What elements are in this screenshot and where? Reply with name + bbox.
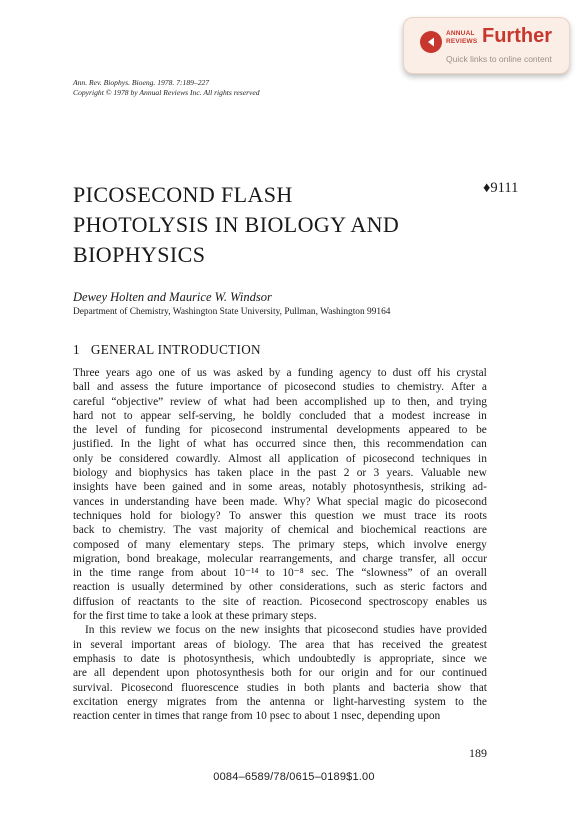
body-line: In this review we focus on the new insights that picosecond studies have provided xyxy=(85,624,487,637)
body-line: excitation energy migrates from the antenna or light-harvesting system to the xyxy=(73,695,487,708)
department-affiliation: Department of Chemistry, Washington State University, Pullman, Washington 99164 xyxy=(73,307,391,317)
authors: Dewey Holten and Maurice W. Windsor xyxy=(73,290,272,304)
journal-citation xyxy=(73,78,260,98)
body-line: in several important areas of biology. The area that has received the greatest xyxy=(73,638,487,651)
body-line: techniques hold for biology? To answer this question we must trace its roots xyxy=(73,509,487,522)
body-line: reaction is usually determined by other considerations, such as steric factors and xyxy=(73,581,487,594)
body-line: insights have been gained and in some areas, notably photosynthesis, striking ad- xyxy=(73,481,487,494)
body-line: diffusion of reactants to the site of reaction. Picosecond spectroscopy enables us xyxy=(73,595,487,608)
body-line: only be considered cowardly. Almost all application of picosecond techniques in xyxy=(73,452,487,465)
body-line: survival. Picosecond fluorescence studies in both plants and bacteria show that xyxy=(73,681,487,694)
section-number: 1 xyxy=(73,342,80,357)
body-line: back to chemistry. The vast majority of chemical and biochemical reactions are xyxy=(73,524,487,537)
title-line: BIOPHYSICS xyxy=(73,242,206,267)
body-line: vances in understanding have been made. Why? What special magic do picosecond xyxy=(73,495,487,508)
body-line: migration, bond breakage, molecular rearrangements, and charge transfer, all occur xyxy=(73,552,487,565)
citation-line: Ann. Rev. Biophys. Bioeng. 1978. 7:189–227 xyxy=(73,78,210,87)
body-line: for the first time to take a look at these primary steps. xyxy=(73,610,317,623)
body-line: composed of many elementary steps. The primary steps, which involve energy xyxy=(73,538,487,551)
title-line: PHOTOLYSIS IN BIOLOGY AND xyxy=(73,212,400,237)
body-line: reaction center in times that range from 10 psec to about 1 nsec, depending upon xyxy=(73,710,441,723)
body-line: the level of funding for picosecond instrumental developments appeared to be xyxy=(73,424,487,437)
body-line: hard not to appear self-serving, he boldly concluded that a modest increase in xyxy=(73,409,487,422)
body-line: in the time range from about 10⁻¹⁴ to 10⁻⁸ sec. The “slowness” of an overall xyxy=(73,567,487,580)
annual-reviews-logo: ANNUAL REVIEWS xyxy=(446,30,478,45)
footer-code: 0084–6589/78/0615–0189$1.00 xyxy=(213,771,375,783)
copyright-line: Copyright © 1978 by Annual Reviews Inc. All rights reserved xyxy=(73,88,260,97)
title-line: PICOSECOND FLASH xyxy=(73,182,293,207)
body-line: Three years ago one of us was asked by a funding agency to dust off his crystal xyxy=(73,367,487,379)
body-line: careful “objective” review of what had been accomplished up to then, and trying xyxy=(73,395,487,408)
section-heading xyxy=(73,342,261,358)
body-line: biology and biophysics has taken place in the past 2 or 3 years. Valuable new xyxy=(73,467,487,480)
article-title xyxy=(73,180,433,270)
body-text xyxy=(73,366,487,723)
page-number: 189 xyxy=(469,746,487,760)
further-banner[interactable] xyxy=(403,17,570,74)
back-arrow-icon xyxy=(420,31,442,53)
quick-links-label: Quick links to online content xyxy=(446,54,552,64)
section-title: GENERAL INTRODUCTION xyxy=(90,342,261,357)
body-line: justified. In the light of what has occurred since then, this recommendation can xyxy=(73,438,487,451)
further-label: Further xyxy=(482,25,552,47)
article-code: ♦9111 xyxy=(483,180,519,196)
body-line: are all dependent upon photosynthesis both for our origin and for our continued xyxy=(73,667,487,680)
body-line: ball and assess the future importance of picosecond studies to chemistry. After a xyxy=(73,381,487,394)
body-line: emphasis to date is photosynthesis, which undoubtedly is appropriate, since we xyxy=(73,652,487,665)
